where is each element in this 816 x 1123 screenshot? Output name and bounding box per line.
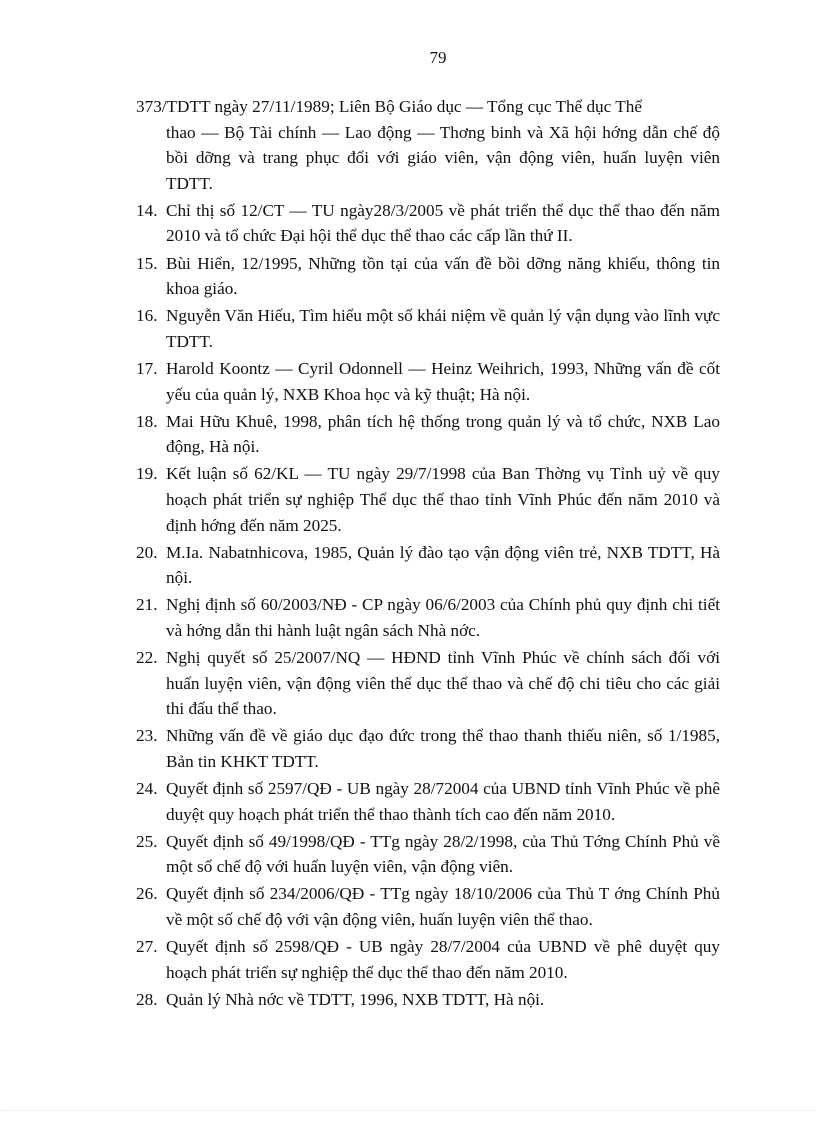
reference-number: 20. <box>136 542 158 562</box>
reference-text: M.Ia. Nabatnhicova, 1985, Quản lý đào tạo vận động viên trẻ, NXB TDTT, Hà nội. <box>166 542 720 588</box>
reference-number: 16. <box>136 306 158 326</box>
reference-text: Harold Koontz — Cyril Odonnell — Heinz Weihrich, 1993, Những vấn đề cốt yếu của quản lý, NXB Khoa học và kỹ thuật; Hà nội. <box>166 358 720 404</box>
reference-text: Những vấn đề về giáo dục đạo đức trong thể thao thanh thiếu niên, số 1/1985, Bản tin KHKT TDTT. <box>166 726 720 771</box>
reference-number: 21. <box>136 595 158 615</box>
reference-item <box>136 723 720 774</box>
reference-item <box>136 934 720 985</box>
reference-text: Nghị định số 60/2003/NĐ - CP ngày 06/6/2003 của Chính phủ quy định chi tiết và hớng dẫn thi hành luật ngân sách Nhà nớc. <box>166 595 720 640</box>
reference-text: Nguyễn Văn Hiếu, Tìm hiểu một số khái niệm về quản lý vận dụng vào lĩnh vực TDTT. <box>166 306 720 351</box>
reference-item <box>136 303 720 354</box>
reference-number: 17. <box>136 358 158 378</box>
reference-item <box>136 251 720 302</box>
reference-text: Kết luận số 62/KL — TU ngày 29/7/1998 của Ban Thờng vụ Tỉnh uỷ về quy hoạch phát triển sự nghiệp Thể dục thể thao tỉnh Vĩnh Phúc đến năm 2010 và định hớng đến năm 2025. <box>166 464 720 535</box>
reference-item <box>136 461 720 538</box>
reference-item <box>136 987 720 1013</box>
reference-list <box>136 94 720 1014</box>
reference-text: thao — Bộ Tài chính — Lao động — Thơng binh và Xã hội hớng dẫn chế độ bồi dỡng và trang phục đối với giáo viên, vận động viên, huấn luyện viên TDTT. <box>166 122 720 193</box>
reference-text: Quyết định số 234/2006/QĐ - TTg ngày 18/10/2006 của Thủ T ớng Chính Phủ về một số chế độ với vận động viên, huấn luyện viên thể thao. <box>166 884 720 929</box>
reference-item <box>136 592 720 643</box>
reference-number: 28. <box>136 989 158 1009</box>
reference-text: Chỉ thị số 12/CT — TU ngày28/3/2005 về phát triển thể dục thể thao đến năm 2010 và tổ chức Đại hội thể dục thể thao các cấp lần thứ II. <box>166 200 720 246</box>
page-number: 79 <box>429 48 447 67</box>
reference-number: 23. <box>136 726 158 746</box>
reference-item <box>136 198 720 249</box>
reference-number: 14. <box>136 200 158 220</box>
reference-text: Nghị quyết số 25/2007/NQ — HĐND tỉnh Vĩnh Phúc về chính sách đối với huấn luyện viên, vận động viên thể dục thể thao và chế độ chi tiêu cho các giải thi đấu thể thao. <box>166 647 720 719</box>
reference-item <box>136 645 720 722</box>
reference-text: Quyết định số 2597/QĐ - UB ngày 28/72004 của UBND tỉnh Vĩnh Phúc về phê duyệt quy hoạch phát triển thể thao thành tích cao đến năm 2010. <box>166 778 720 824</box>
reference-number: 19. <box>136 464 158 484</box>
reference-number: 26. <box>136 884 158 904</box>
reference-number: 25. <box>136 831 158 851</box>
reference-text: Quản lý Nhà nớc về TDTT, 1996, NXB TDTT, Hà nội. <box>166 989 545 1009</box>
reference-item <box>136 829 720 880</box>
reference-text: Quyết định số 2598/QĐ - UB ngày 28/7/2004 của UBND về phê duyệt quy hoạch phát triển sự nghiệp thể dục thể thao đến năm 2010. <box>166 937 720 982</box>
reference-text: Mai Hữu Khuê, 1998, phân tích hệ thống trong quản lý và tổ chức, NXB Lao động, Hà nội. <box>166 411 720 457</box>
reference-item-continued <box>136 94 720 196</box>
reference-item <box>136 776 720 827</box>
reference-item <box>136 881 720 932</box>
reference-item <box>136 540 720 591</box>
reference-number: 22. <box>136 647 158 667</box>
footer-divider <box>0 1110 816 1111</box>
reference-number: 27. <box>136 937 158 956</box>
reference-item <box>136 356 720 407</box>
reference-text: Bùi Hiển, 12/1995, Những tồn tại của vấn đề bồi dỡng năng khiếu, thông tin khoa giáo. <box>166 253 720 299</box>
reference-text: 373/TDTT ngày 27/11/1989; Liên Bộ Giáo dục — Tổng cục Thể dục Thể <box>136 97 642 116</box>
reference-number: 18. <box>136 411 158 431</box>
reference-number: 24. <box>136 778 158 798</box>
reference-item <box>136 409 720 460</box>
reference-number: 15. <box>136 253 158 273</box>
reference-text: Quyết định số 49/1998/QĐ - TTg ngày 28/2/1998, của Thủ Tớng Chính Phủ về một số chế độ với huấn luyện viên, vận động viên. <box>166 831 720 877</box>
